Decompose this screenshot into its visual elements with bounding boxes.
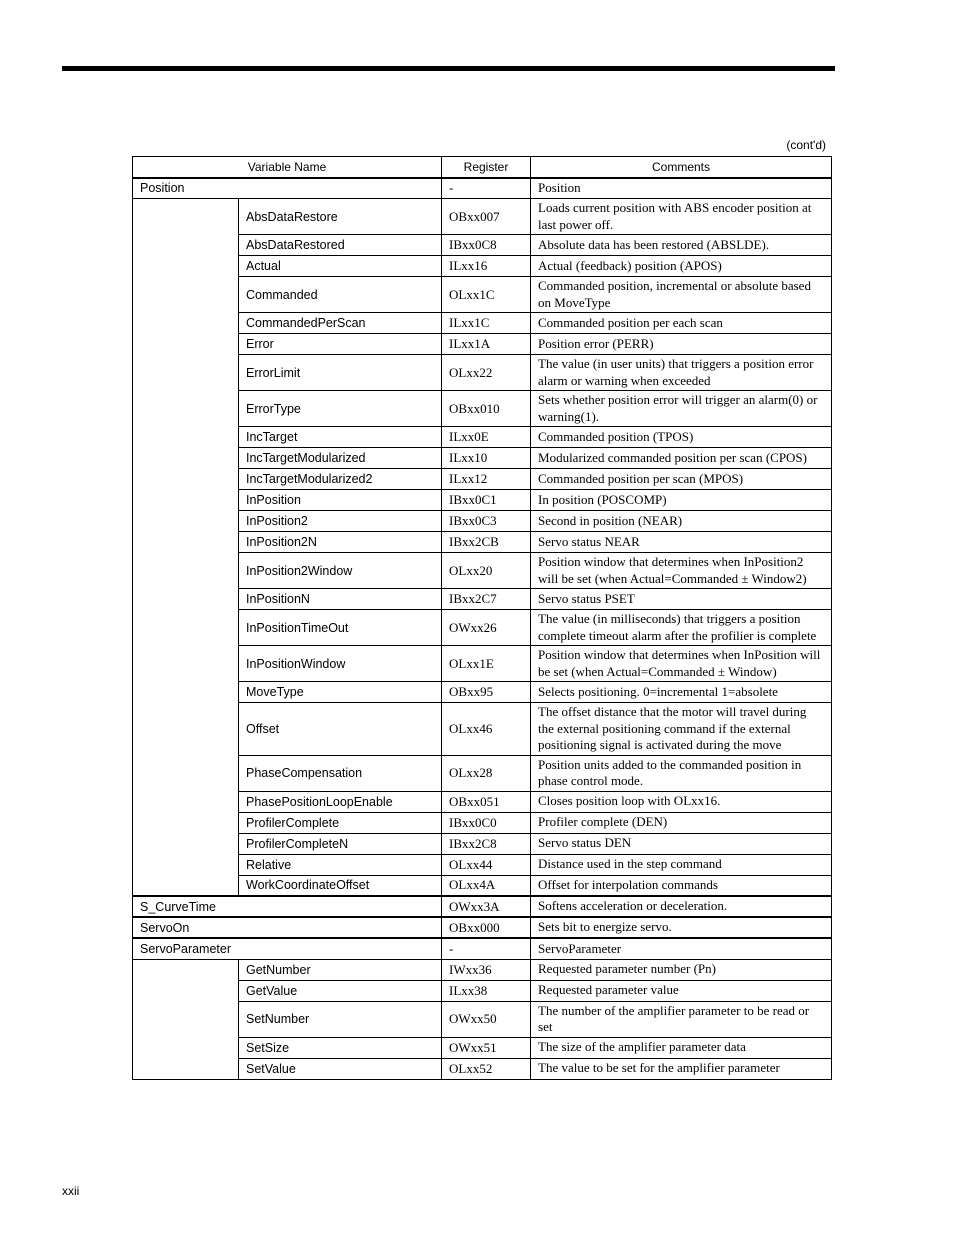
comment-cell: Sets bit to energize servo. <box>531 917 832 938</box>
register-cell: OBxx000 <box>442 917 531 938</box>
comment-cell: Requested parameter value <box>531 980 832 1001</box>
comment-cell: The value to be set for the amplifier parameter <box>531 1058 832 1079</box>
comment-cell: The value (in user units) that triggers a position error alarm or warning when exceeded <box>531 355 832 391</box>
variable-name-cell: PhasePositionLoopEnable <box>239 791 442 812</box>
comment-cell: Servo status DEN <box>531 833 832 854</box>
comment-cell: Second in position (NEAR) <box>531 511 832 532</box>
page-number: xxii <box>62 1184 80 1198</box>
register-cell: OBxx95 <box>442 682 531 703</box>
register-cell: IWxx36 <box>442 959 531 980</box>
variable-name-cell: AbsDataRestore <box>239 199 442 235</box>
register-cell: OLxx1C <box>442 277 531 313</box>
register-cell: OLxx4A <box>442 875 531 896</box>
variable-name-cell: InPosition2N <box>239 532 442 553</box>
variable-name-cell: InPosition2 <box>239 511 442 532</box>
register-cell: ILxx0E <box>442 427 531 448</box>
variable-name-cell: InPosition <box>239 490 442 511</box>
comment-cell: Distance used in the step command <box>531 854 832 875</box>
comment-cell: Offset for interpolation commands <box>531 875 832 896</box>
table-header-row <box>133 157 832 178</box>
group-name-cell: ServoOn <box>133 917 442 938</box>
column-header-register: Register <box>442 157 531 178</box>
variable-name-cell: Actual <box>239 256 442 277</box>
variable-name-cell: Commanded <box>239 277 442 313</box>
variable-table <box>132 156 832 1080</box>
column-header-comments: Comments <box>531 157 832 178</box>
variable-name-cell: IncTarget <box>239 427 442 448</box>
group-name-cell: S_CurveTime <box>133 896 442 917</box>
variable-name-cell: InPositionN <box>239 589 442 610</box>
variable-name-cell: IncTargetModularized <box>239 448 442 469</box>
comment-cell: Absolute data has been restored (ABSLDE). <box>531 235 832 256</box>
comment-cell: Position error (PERR) <box>531 334 832 355</box>
comment-cell: The size of the amplifier parameter data <box>531 1037 832 1058</box>
variable-name-cell: PhaseCompensation <box>239 755 442 791</box>
variable-name-cell: Relative <box>239 854 442 875</box>
variable-name-cell: InPosition2Window <box>239 553 442 589</box>
comment-cell: The value (in milliseconds) that triggers a position complete timeout alarm after the profilier is complete <box>531 610 832 646</box>
variable-name-cell: CommandedPerScan <box>239 313 442 334</box>
register-cell: OLxx28 <box>442 755 531 791</box>
comment-cell: Requested parameter number (Pn) <box>531 959 832 980</box>
table-row-group <box>133 896 832 917</box>
comment-cell: Position <box>531 178 832 199</box>
register-cell: IBxx0C0 <box>442 812 531 833</box>
register-cell: IBxx0C1 <box>442 490 531 511</box>
table-row-group <box>133 178 832 199</box>
table-row <box>133 959 832 980</box>
variable-name-cell: GetValue <box>239 980 442 1001</box>
comment-cell: Sets whether position error will trigger an alarm(0) or warning(1). <box>531 391 832 427</box>
indent-cell <box>133 199 239 897</box>
register-cell: OLxx20 <box>442 553 531 589</box>
comment-cell: Loads current position with ABS encoder position at last power off. <box>531 199 832 235</box>
register-cell: ILxx38 <box>442 980 531 1001</box>
comment-cell: Profiler complete (DEN) <box>531 812 832 833</box>
variable-name-cell: AbsDataRestored <box>239 235 442 256</box>
comment-cell: Position units added to the commanded position in phase control mode. <box>531 755 832 791</box>
comment-cell: Position window that determines when InPosition2 will be set (when Actual=Commanded ± Window2) <box>531 553 832 589</box>
variable-name-cell: InPositionTimeOut <box>239 610 442 646</box>
register-cell: IBxx0C8 <box>442 235 531 256</box>
variable-name-cell: ProfilerCompleteN <box>239 833 442 854</box>
register-cell: IBxx0C3 <box>442 511 531 532</box>
register-cell: IBxx2CB <box>442 532 531 553</box>
register-cell: IBxx2C7 <box>442 589 531 610</box>
variable-name-cell: SetValue <box>239 1058 442 1079</box>
variable-name-cell: ErrorType <box>239 391 442 427</box>
variable-name-cell: GetNumber <box>239 959 442 980</box>
register-cell: OWxx51 <box>442 1037 531 1058</box>
top-rule <box>62 66 835 71</box>
comment-cell: The offset distance that the motor will travel during the external positioning command if the external positioning signal is activated during the move <box>531 703 832 756</box>
comment-cell: Servo status PSET <box>531 589 832 610</box>
comment-cell: Actual (feedback) position (APOS) <box>531 256 832 277</box>
variable-name-cell: ErrorLimit <box>239 355 442 391</box>
comment-cell: ServoParameter <box>531 938 832 959</box>
comment-cell: Position window that determines when InPosition will be set (when Actual=Commanded ± Window) <box>531 646 832 682</box>
register-cell: OWxx3A <box>442 896 531 917</box>
variable-name-cell: Offset <box>239 703 442 756</box>
register-cell: ILxx1A <box>442 334 531 355</box>
register-cell: OBxx007 <box>442 199 531 235</box>
register-cell: OWxx26 <box>442 610 531 646</box>
comment-cell: Commanded position (TPOS) <box>531 427 832 448</box>
group-name-cell: ServoParameter <box>133 938 442 959</box>
register-cell: - <box>442 938 531 959</box>
table-body <box>133 157 832 1080</box>
table-row-group <box>133 917 832 938</box>
register-cell: ILxx1C <box>442 313 531 334</box>
variable-name-cell: ProfilerComplete <box>239 812 442 833</box>
register-cell: ILxx12 <box>442 469 531 490</box>
variable-name-cell: MoveType <box>239 682 442 703</box>
column-header-name: Variable Name <box>133 157 442 178</box>
register-cell: OBxx051 <box>442 791 531 812</box>
comment-cell: Servo status NEAR <box>531 532 832 553</box>
comment-cell: Selects positioning. 0=incremental 1=absolete <box>531 682 832 703</box>
register-cell: OLxx52 <box>442 1058 531 1079</box>
variable-name-cell: InPositionWindow <box>239 646 442 682</box>
register-cell: OWxx50 <box>442 1001 531 1037</box>
table-row-group <box>133 938 832 959</box>
register-cell: ILxx16 <box>442 256 531 277</box>
register-cell: OLxx1E <box>442 646 531 682</box>
group-name-cell: Position <box>133 178 442 199</box>
register-cell: OLxx46 <box>442 703 531 756</box>
indent-cell <box>133 959 239 1079</box>
comment-cell: Modularized commanded position per scan (CPOS) <box>531 448 832 469</box>
comment-cell: Commanded position, incremental or absolute based on MoveType <box>531 277 832 313</box>
comment-cell: Closes position loop with OLxx16. <box>531 791 832 812</box>
variable-name-cell: Error <box>239 334 442 355</box>
table-row <box>133 199 832 235</box>
comment-cell: Softens acceleration or deceleration. <box>531 896 832 917</box>
variable-name-cell: SetNumber <box>239 1001 442 1037</box>
variable-name-cell: SetSize <box>239 1037 442 1058</box>
variable-name-cell: IncTargetModularized2 <box>239 469 442 490</box>
register-cell: OLxx22 <box>442 355 531 391</box>
register-cell: ILxx10 <box>442 448 531 469</box>
continued-label: (cont'd) <box>786 138 826 152</box>
comment-cell: Commanded position per each scan <box>531 313 832 334</box>
comment-cell: In position (POSCOMP) <box>531 490 832 511</box>
register-cell: IBxx2C8 <box>442 833 531 854</box>
register-cell: - <box>442 178 531 199</box>
register-cell: OLxx44 <box>442 854 531 875</box>
register-cell: OBxx010 <box>442 391 531 427</box>
comment-cell: Commanded position per scan (MPOS) <box>531 469 832 490</box>
variable-name-cell: WorkCoordinateOffset <box>239 875 442 896</box>
comment-cell: The number of the amplifier parameter to be read or set <box>531 1001 832 1037</box>
